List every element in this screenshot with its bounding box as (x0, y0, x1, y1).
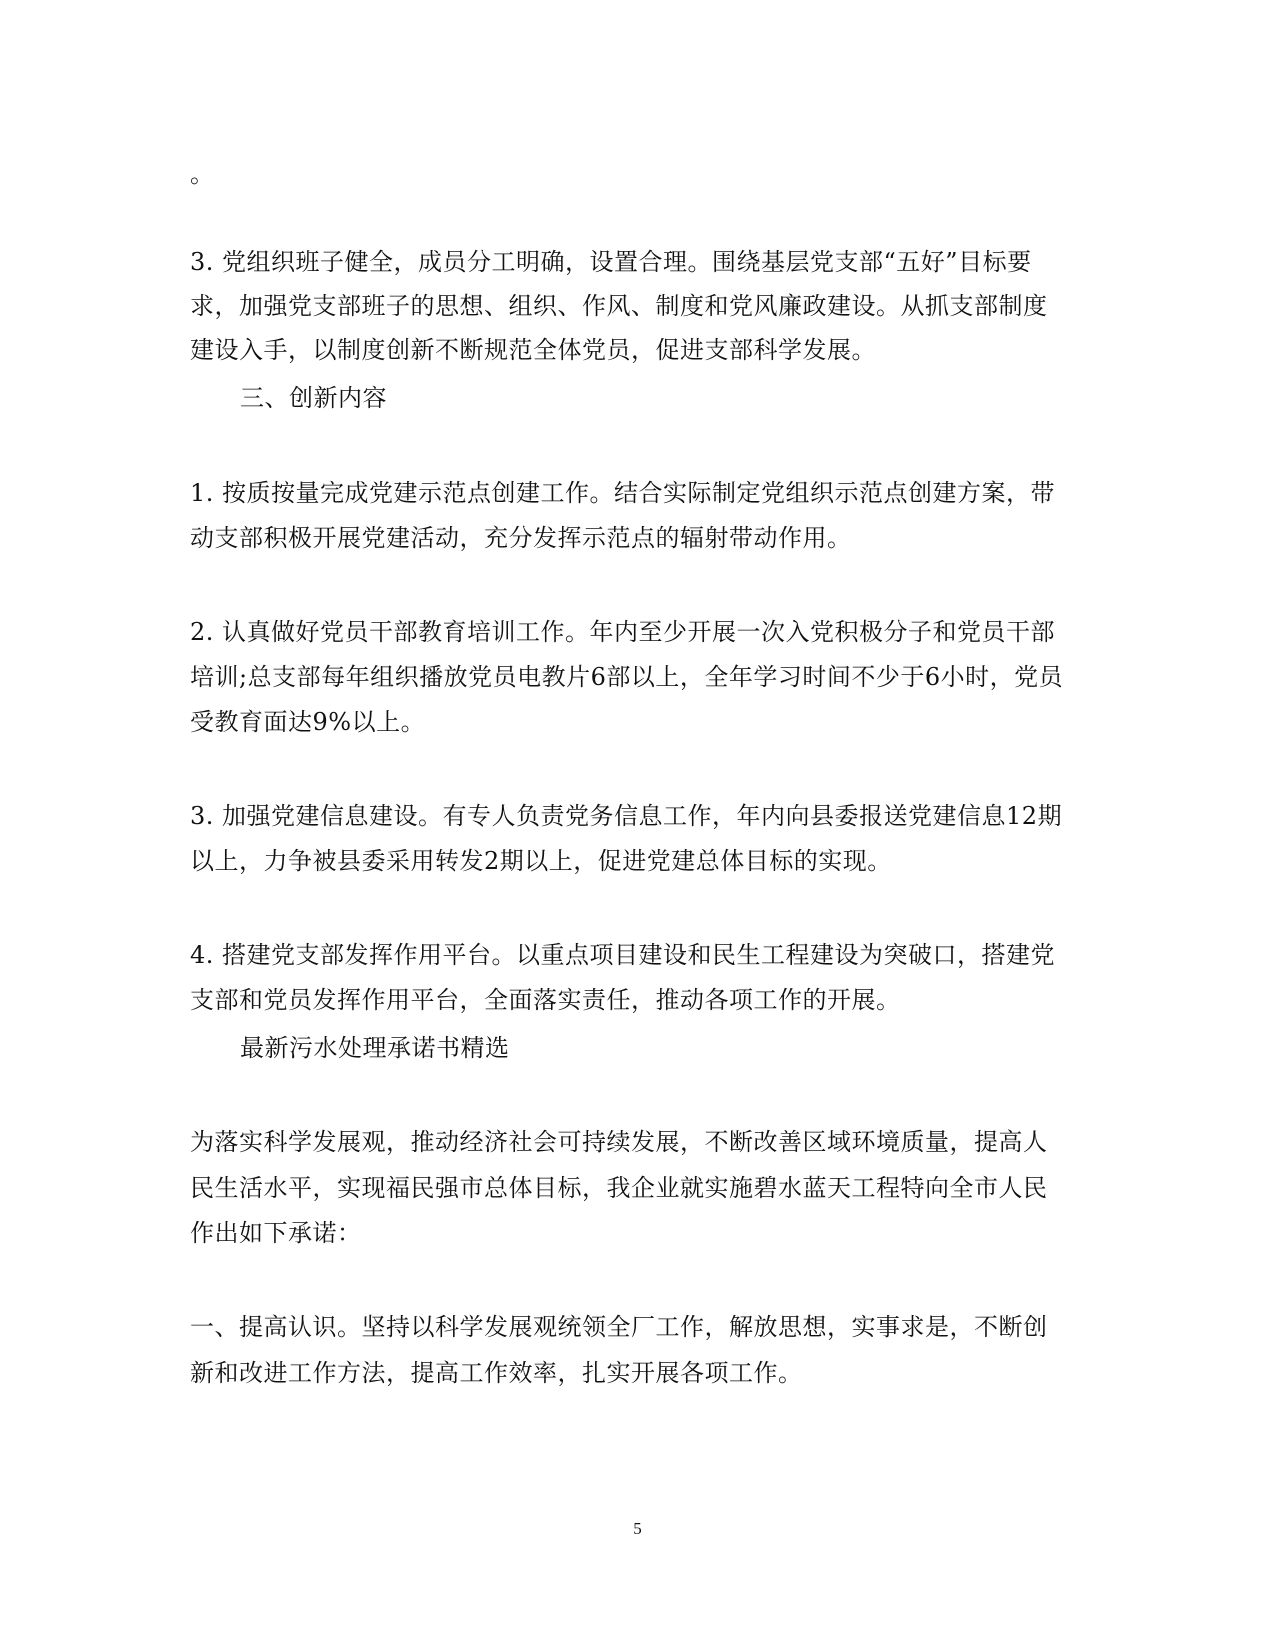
text-line: 建设入手，以制度创新不断规范全体党员，促进支部科学发展。 (190, 336, 876, 364)
text-line: 新和改进工作方法，提高工作效率，扎实开展各项工作。 (190, 1359, 803, 1387)
page-number: 5 (633, 1519, 642, 1538)
text-line: 一、提高认识。坚持以科学发展观统领全厂工作，解放思想，实事求是，不断创 (190, 1313, 1048, 1341)
text-line: 动支部积极开展党建活动，充分发挥示范点的辐射带动作用。 (190, 524, 852, 552)
text-line: 为落实科学发展观，推动经济社会可持续发展，不断改善区域环境质量，提高人 (190, 1128, 1048, 1156)
text-line: 求，加强党支部班子的思想、组织、作风、制度和党风廉政建设。从抓支部制度 (190, 292, 1048, 320)
text-line: 1. 按质按量完成党建示范点创建工作。结合实际制定党组织示范点创建方案，带 (190, 479, 1056, 507)
text-line: 培训;总支部每年组织播放党员电教片6部以上，全年学习时间不少于6小时，党员 (190, 663, 1064, 691)
text-line: 作出如下承诺： (190, 1219, 362, 1247)
text-line: 支部和党员发挥作用平台，全面落实责任，推动各项工作的开展。 (190, 986, 901, 1014)
section-heading: 最新污水处理承诺书精选 (240, 1034, 510, 1062)
text-line: 受教育面达9%以上。 (190, 708, 426, 736)
text-line: 3. 党组织班子健全，成员分工明确，设置合理。围绕基层党支部“五好”目标要 (190, 248, 1032, 276)
text-line: 3. 加强党建信息建设。有专人负责党务信息工作，年内向县委报送党建信息12期 (190, 802, 1063, 830)
text-line: 以上，力争被县委采用转发2期以上，促进党建总体目标的实现。 (190, 847, 892, 875)
text-line: 2. 认真做好党员干部教育培训工作。年内至少开展一次入党积极分子和党员干部 (190, 618, 1056, 646)
text-line: 4. 搭建党支部发挥作用平台。以重点项目建设和民生工程建设为突破口，搭建党 (190, 941, 1056, 969)
text-line: 。 (190, 160, 215, 188)
text-line: 民生活水平，实现福民强市总体目标，我企业就实施碧水蓝天工程特向全市人民 (190, 1174, 1048, 1202)
section-heading: 三、创新内容 (240, 384, 387, 412)
